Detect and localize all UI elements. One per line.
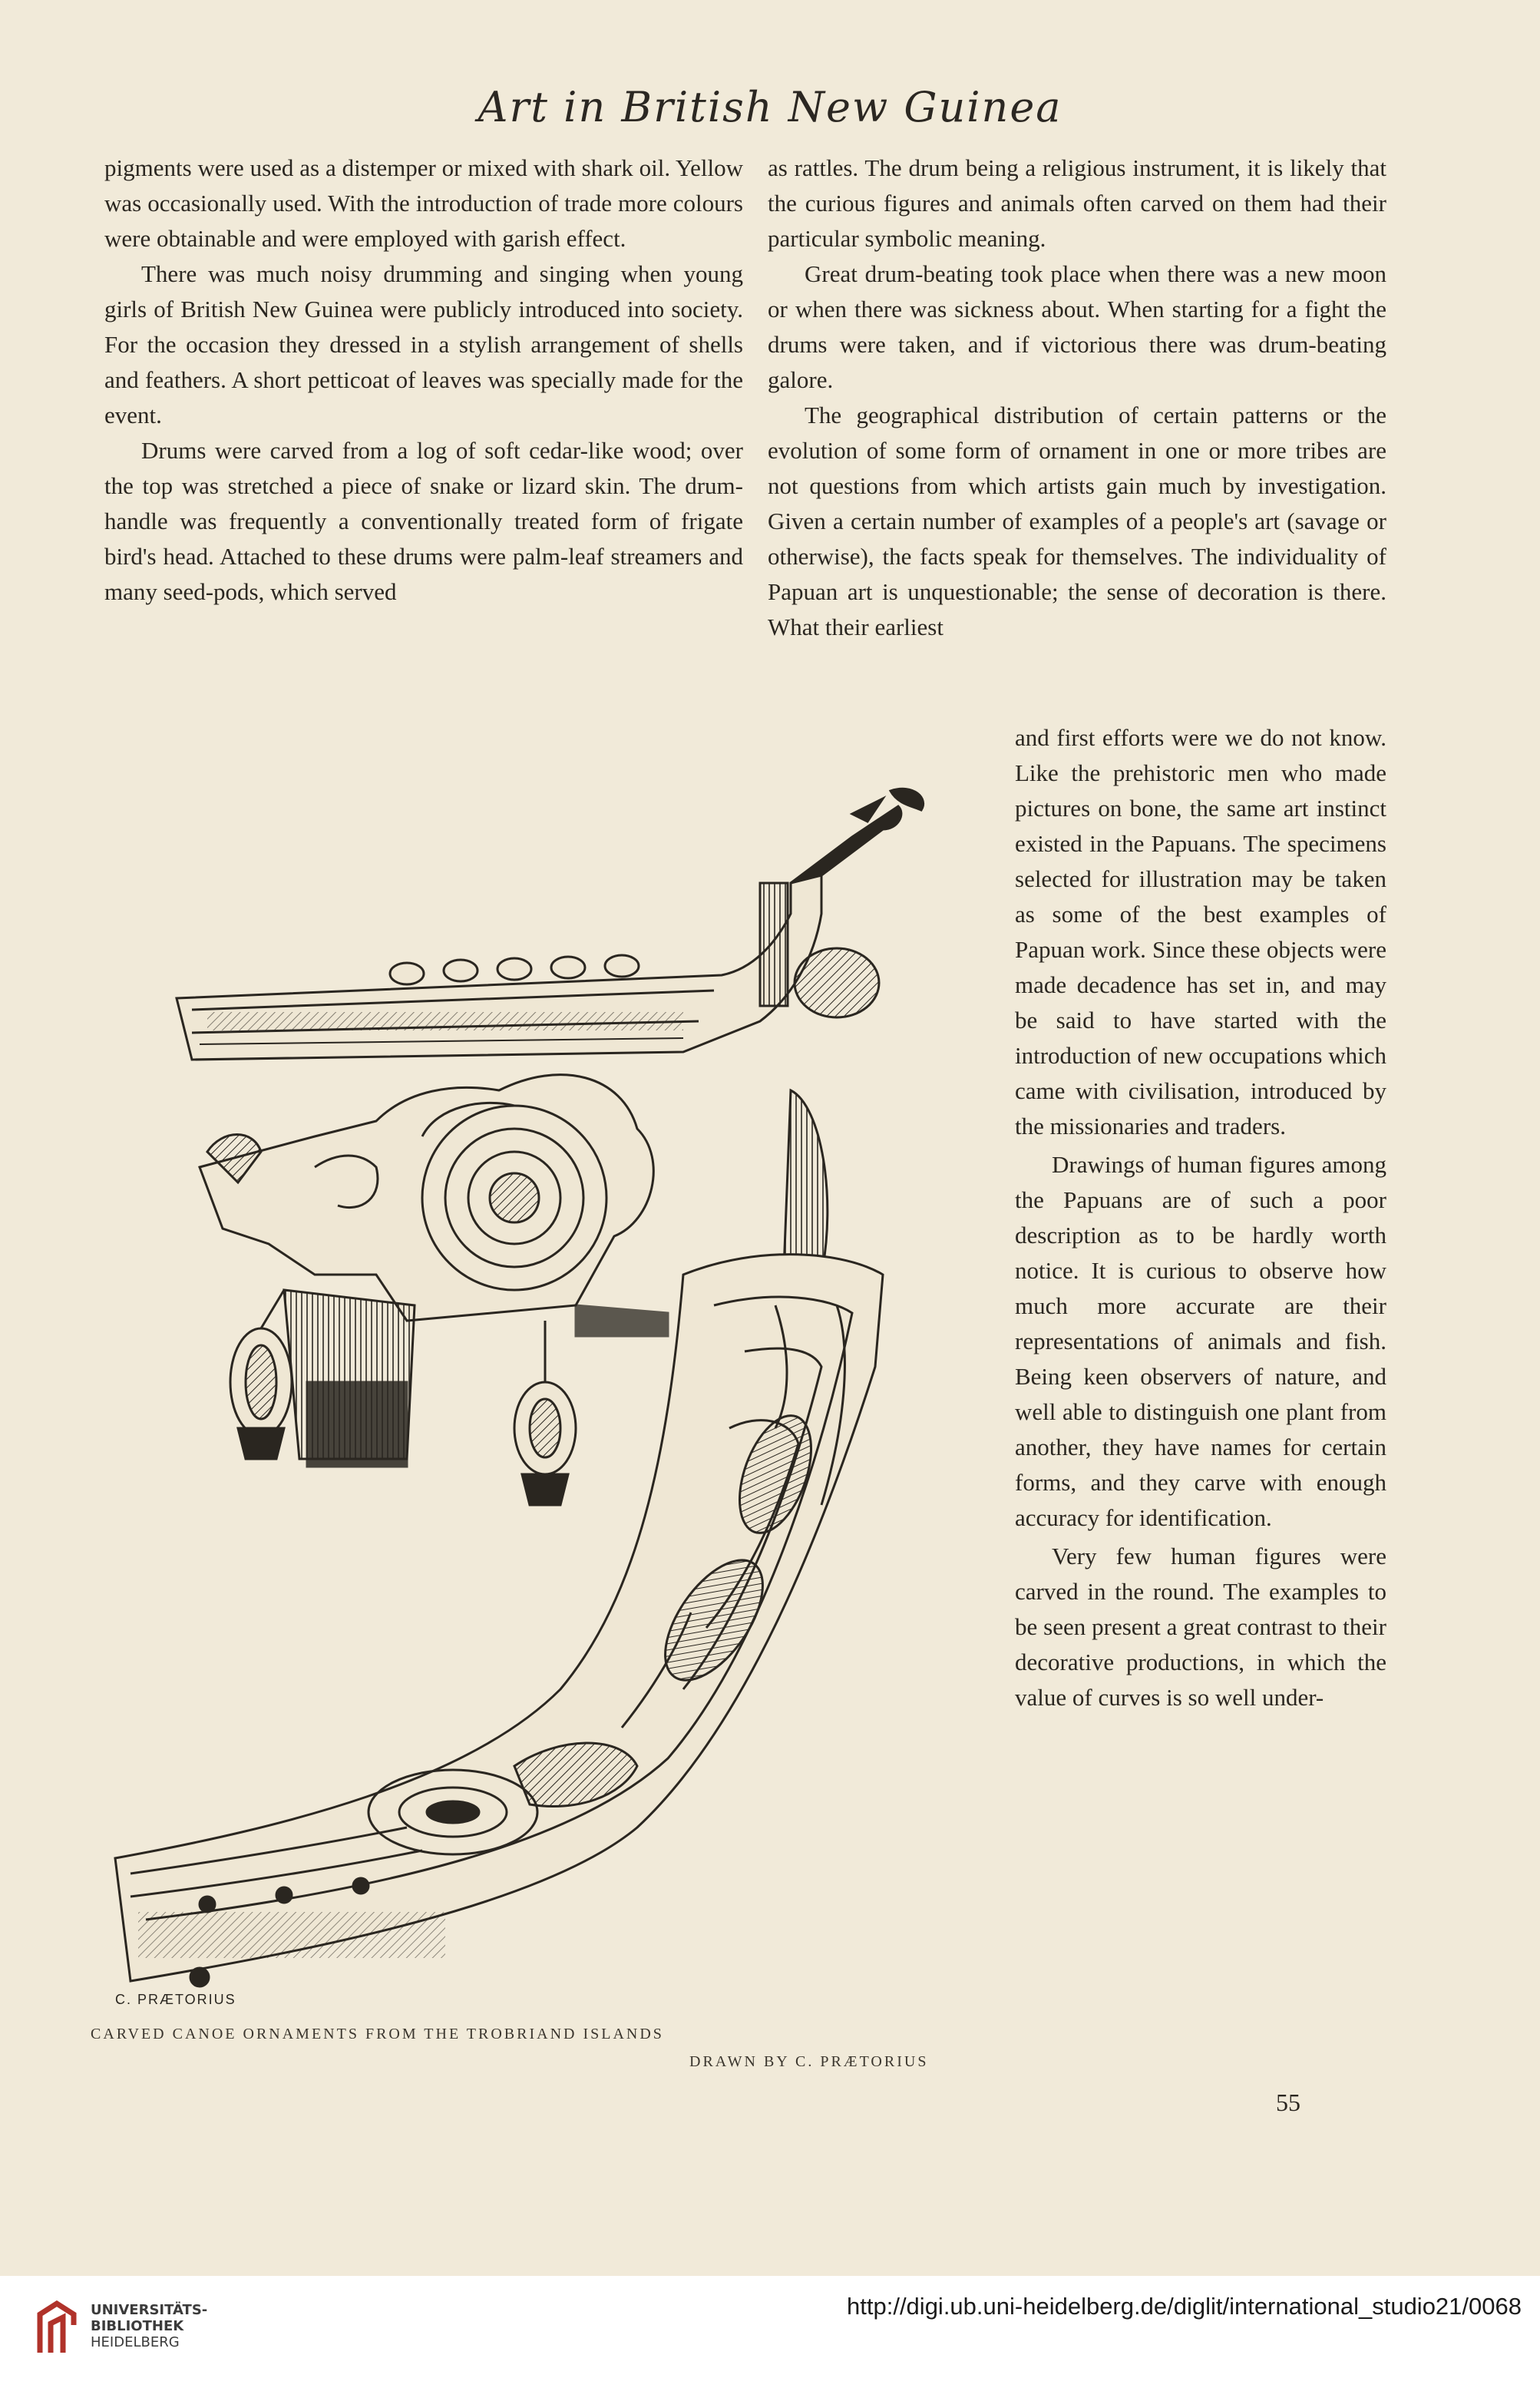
figure-credit: DRAWN BY C. PRÆTORIUS xyxy=(689,2053,929,2070)
right-column-narrow xyxy=(1015,720,1386,1715)
paragraph: Great drum-beating took place when there was a new moon or when there was sickness about. When starting for a fight the drums were taken, and if victorious there was drum-beating galore. xyxy=(768,260,1386,393)
library-logo-text xyxy=(91,2302,207,2350)
canoe-ornaments-illustration xyxy=(84,768,990,2012)
viewer-footer xyxy=(0,2276,1540,2388)
paragraph: as rattles. The drum being a religious instrument, it is likely that the curious figures and animals often carved on them had their particular symbolic meaning. xyxy=(768,154,1386,252)
paragraph: Drawings of human figures among the Papuans are of such a poor description as to be hardly worth notice. It is curious to observe how much more accurate are their representations of animals and fish. Being keen observers of nature, and well able to distinguish one plant from another, they have names for certain forms, and they carve with enough accuracy for identification. xyxy=(1015,1151,1386,1531)
logo-line: HEIDELBERG xyxy=(91,2334,180,2350)
logo-line: UNIVERSITÄTS- xyxy=(91,2302,208,2318)
paragraph: and first efforts were we do not know. Like the prehistoric men who made pictures on bone, the same art instinct existed in the Papuans. The specimens selected for illustration may be taken as some of the best examples of Papuan work. Since these objects were made decadence has set in, and may be said to have started with the introduction of new occupations which came with civilisation, introduced by the missionaries and traders. xyxy=(1015,724,1386,1139)
left-column xyxy=(104,150,743,610)
paragraph: Drums were carved from a log of soft cedar-like wood; over the top was stretched a piece of snake or lizard skin. The drum-handle was frequently a conventionally treated form of frigate bird's head. Attached to these drums were palm-leaf streamers and many seed-pods, which served xyxy=(104,437,743,605)
figure-caption: CARVED CANOE ORNAMENTS FROM THE TROBRIAND ISLANDS xyxy=(91,2026,664,2042)
right-column-top xyxy=(768,150,1386,645)
library-logo-icon xyxy=(34,2299,80,2354)
page-number: 55 xyxy=(1276,2089,1300,2116)
illustration-drawing xyxy=(84,768,990,2012)
paragraph: Very few human figures were carved in the round. The examples to be seen present a great contrast to their decorative productions, in which the value of curves is so well under- xyxy=(1015,1543,1386,1711)
permalink-url[interactable]: http://digi.ub.uni-heidelberg.de/diglit/international_studio21/0068 xyxy=(847,2293,1522,2320)
logo-line: BIBLIOTHEK xyxy=(91,2318,184,2334)
canoe-prow-ornament xyxy=(177,789,924,1060)
paragraph: The geographical distribution of certain patterns or the evolution of some form of ornament in one or more tribes are not questions from which artists gain much by investigation. Given a certain number of examples of a people's art (savage or otherwise), the facts speak for themselves. The individuality of Papuan art is unquestionable; the sense of decoration is there. What their earliest xyxy=(768,402,1386,640)
paragraph: pigments were used as a distemper or mixed with shark oil. Yellow was occasionally used. With the introduction of trade more colours were obtainable and were employed with garish effect. xyxy=(104,154,743,252)
paragraph: There was much noisy drumming and singing when young girls of British New Guinea were publicly introduced into society. For the occasion they dressed in a stylish arrangement of shells and feathers. A short petticoat of leaves was specially made for the event. xyxy=(104,260,743,428)
running-head: Art in British New Guinea xyxy=(478,83,1062,131)
splashboard-ornament xyxy=(200,1075,668,1505)
artist-signature: C. PRÆTORIUS xyxy=(115,1992,236,2007)
